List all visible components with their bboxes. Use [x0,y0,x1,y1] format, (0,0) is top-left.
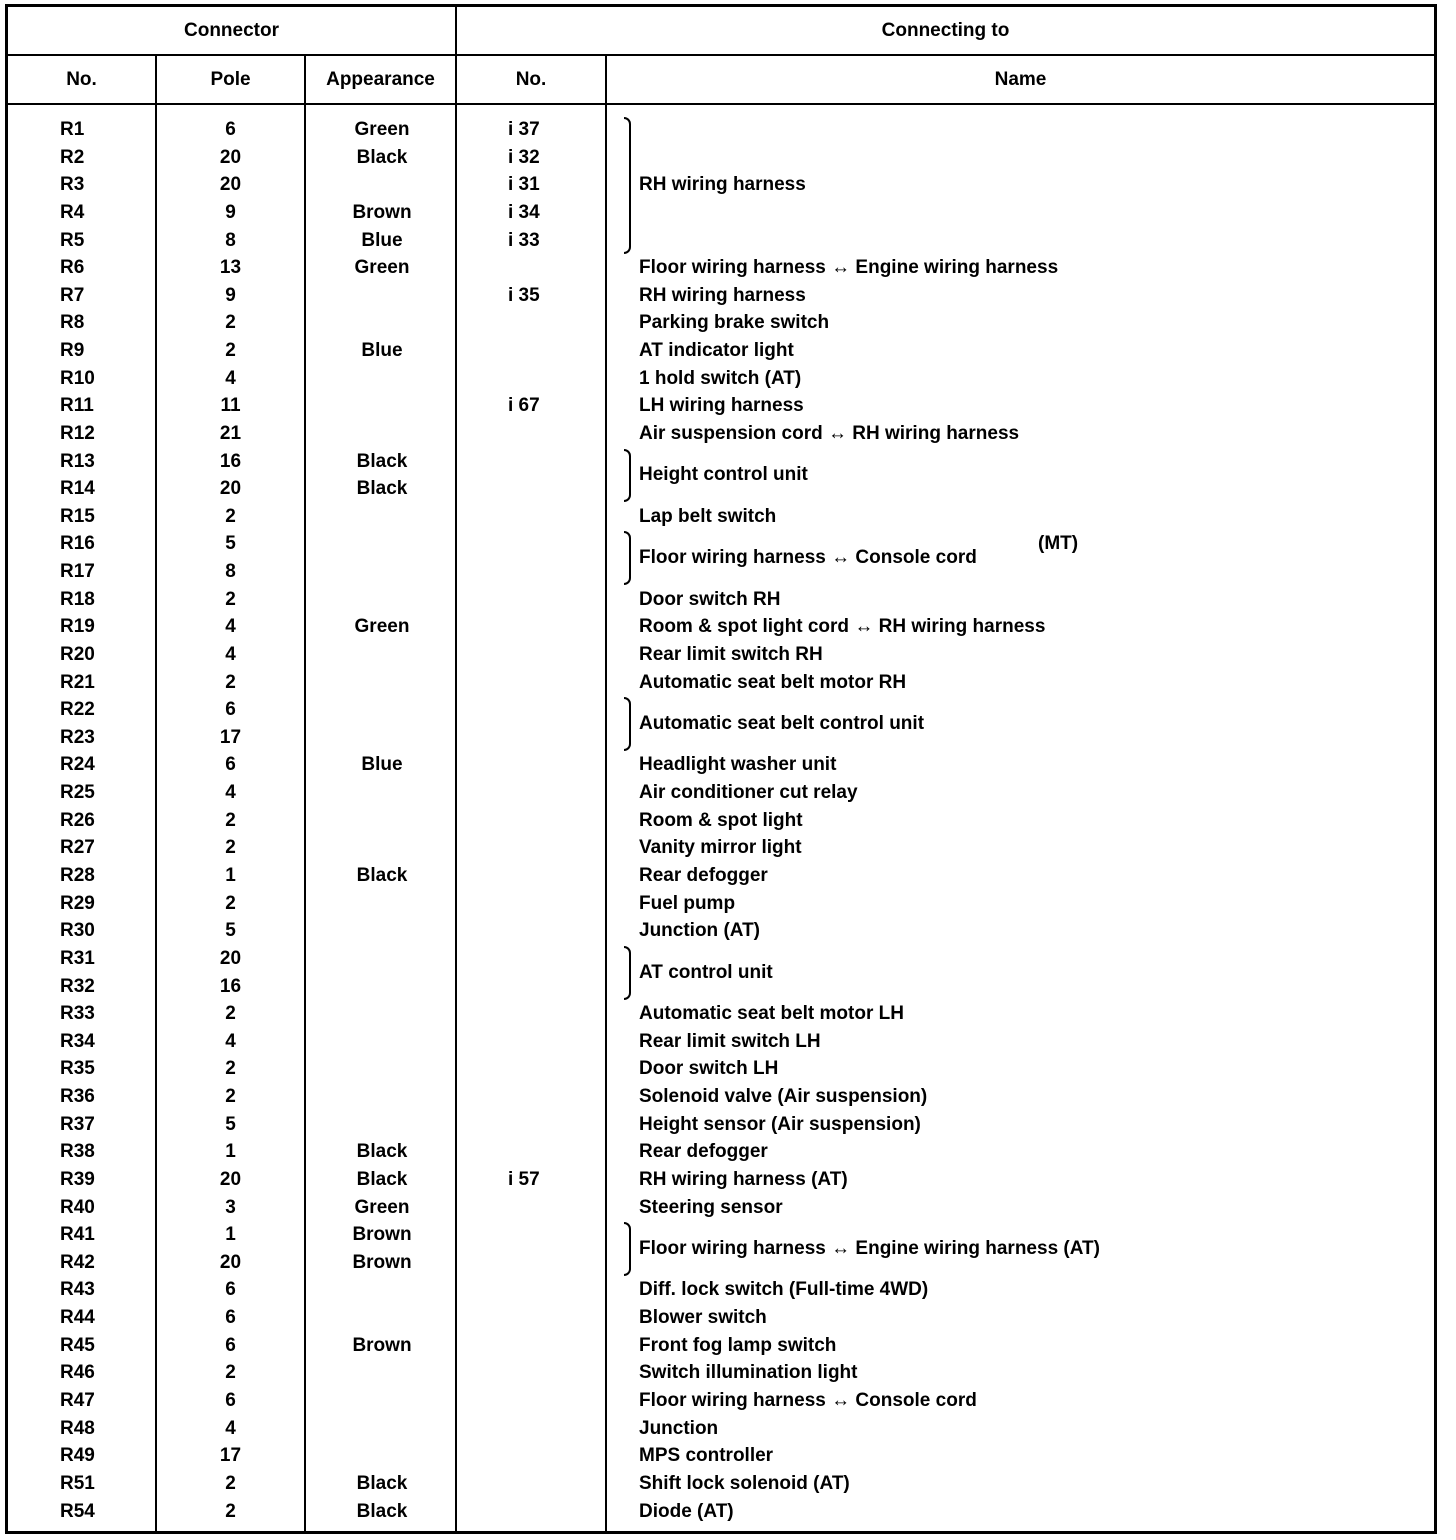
appearance: Black [356,865,408,886]
group-brace [624,697,631,751]
connector-no: R5 [60,229,85,251]
connector-no: R34 [60,1030,95,1052]
pole-count: 6 [225,1279,236,1301]
header-pole: Pole [210,69,251,90]
connector-no: R41 [60,1224,95,1246]
appearance: Brown [352,1251,412,1273]
appearance: Blue [361,229,403,251]
connecting-name: Diode (AT) [639,1500,734,1522]
connecting-name: Automatic seat belt motor LH [639,1003,904,1025]
pole-count: 8 [225,229,236,251]
pole-count: 6 [225,1334,236,1356]
pole-count: 2 [225,809,236,831]
connecting-name: Air suspension cord ↔ RH wiring harness [639,422,1020,444]
connector-no: R12 [60,422,95,444]
pole-count: 6 [225,1389,236,1411]
pole-count: 16 [219,975,242,997]
connecting-name: RH wiring harness [639,284,806,306]
group-note: (MT) [1038,533,1079,555]
connecting-name: Rear limit switch RH [639,643,823,665]
group-brace [624,1222,631,1276]
connector-no: R25 [60,782,95,804]
connecting-name: MPS controller [639,1445,774,1467]
appearance: Green [354,616,410,638]
pole-count: 9 [225,284,236,306]
group-brace [624,117,631,254]
pole-count: 2 [225,1362,236,1384]
connector-no: R7 [60,284,85,306]
group-name: Floor wiring harness ↔ Console cord [639,547,977,569]
connecting-name: Junction (AT) [639,920,761,942]
pole-count: 5 [225,920,236,942]
connector-no: R3 [60,174,85,196]
connecting-name: Height sensor (Air suspension) [639,1113,921,1135]
pole-count: 2 [225,1500,236,1522]
connecting-name: Diff. lock switch (Full-time 4WD) [639,1279,929,1301]
connecting-name: Rear defogger [639,1141,768,1163]
connector-no: R10 [60,367,95,389]
group-name: Floor wiring harness ↔ Engine wiring harness (AT) [639,1238,1100,1259]
connector-no: R38 [60,1141,95,1163]
pole-count: 17 [219,726,242,748]
connector-no: R42 [60,1251,95,1273]
connecting-name: Door switch LH [639,1058,779,1080]
pole-count: 16 [219,450,242,472]
group-name: AT control unit [639,961,773,983]
connector-no: R51 [60,1472,95,1494]
connector-no: R14 [60,478,95,500]
connecting-name: Headlight washer unit [639,754,837,776]
connector-no: R9 [60,340,85,362]
connector-no: R35 [60,1058,95,1080]
connecting-name: RH wiring harness (AT) [639,1168,848,1190]
connecting-name: Solenoid valve (Air suspension) [639,1086,928,1108]
connecting-name: LH wiring harness [639,395,804,417]
pole-count: 1 [225,865,236,886]
header-divider [8,54,1434,56]
pole-count: 4 [225,1030,236,1052]
appearance: Black [356,1141,408,1163]
connecting-no: i 35 [508,284,540,306]
connector-no: R23 [60,726,95,748]
pole-count: 4 [225,782,236,804]
pole-count: 2 [225,671,236,693]
appearance: Black [356,478,408,500]
connector-no: R49 [60,1445,95,1467]
connector-no: R32 [60,975,95,997]
connector-no: R29 [60,892,95,914]
connecting-name: Fuel pump [639,892,736,914]
pole-count: 2 [225,892,236,914]
pole-count: 1 [225,1141,236,1163]
connector-no: R13 [60,450,95,472]
group-name: Height control unit [639,464,808,486]
connector-no: R48 [60,1417,95,1439]
appearance: Black [356,146,408,168]
header-connecting-no: No. [515,69,547,90]
connector-no: R21 [60,671,95,693]
connector-no: R6 [60,257,85,279]
connector-no: R15 [60,505,95,527]
connecting-name: Parking brake switch [639,312,830,334]
connecting-name: Front fog lamp switch [639,1334,837,1356]
pole-count: 2 [225,1086,236,1108]
pole-count: 21 [219,422,242,444]
pole-count: 5 [225,1113,236,1135]
connecting-name: Room & spot light [639,809,803,831]
pole-count: 17 [219,1445,242,1467]
connecting-name: Junction [639,1417,719,1439]
pole-count: 2 [225,312,236,334]
connecting-name: Lap belt switch [639,505,777,527]
connecting-name: Vanity mirror light [639,837,802,859]
appearance: Black [356,1472,408,1494]
connecting-no: i 34 [508,201,540,223]
pole-count: 1 [225,1224,236,1246]
connecting-name: Steering sensor [639,1196,783,1218]
connecting-name: Switch illumination light [639,1362,858,1384]
header-connecting-to: Connecting to [881,20,1010,41]
connecting-name: Rear limit switch LH [639,1030,821,1052]
appearance: Green [354,119,410,140]
pole-count: 9 [225,201,236,223]
connector-no: R45 [60,1334,95,1356]
connector-table [5,4,1437,1534]
connector-no: R16 [60,533,95,555]
group-name: Automatic seat belt control unit [639,713,925,735]
pole-count: 20 [219,146,242,168]
appearance: Green [354,257,410,279]
connector-no: R17 [60,561,95,583]
connector-no: R8 [60,312,85,334]
connector-no: R11 [60,395,94,417]
pole-count: 13 [219,257,242,279]
column-divider-pole [304,54,306,1531]
pole-count: 2 [225,1472,236,1494]
connecting-name: Shift lock solenoid (AT) [639,1472,850,1494]
pole-count: 11 [220,395,241,417]
group-name: RH wiring harness [639,174,806,196]
connector-no: R31 [60,947,95,969]
header-connector: Connector [184,20,279,41]
connector-no: R18 [60,588,95,610]
pole-count: 20 [219,174,242,196]
header-no: No. [66,69,97,90]
connecting-name: Air conditioner cut relay [639,782,858,804]
connector-no: R54 [60,1500,95,1522]
connector-no: R43 [60,1279,95,1301]
connector-no: R1 [60,119,85,140]
appearance: Brown [352,1334,412,1356]
appearance: Blue [361,340,403,362]
connector-no: R46 [60,1362,95,1384]
pole-count: 2 [225,1058,236,1080]
connecting-name: Room & spot light cord ↔ RH wiring harness [639,616,1046,638]
connector-no: R30 [60,920,95,942]
connector-no: R26 [60,809,95,831]
connecting-name: Floor wiring harness ↔ Engine wiring harness [639,257,1059,279]
connector-no: R44 [60,1307,95,1329]
appearance: Blue [361,754,403,776]
appearance: Black [356,450,408,472]
pole-count: 20 [219,947,242,969]
header-bottom-rule [8,103,1434,105]
connector-no: R22 [60,699,95,721]
connector-no: R28 [60,865,95,886]
connecting-no: i 32 [508,146,540,168]
connecting-name: Blower switch [639,1307,767,1329]
connecting-no: i 67 [508,395,540,417]
pole-count: 5 [225,533,236,555]
connector-no: R36 [60,1086,95,1108]
connecting-name: Door switch RH [639,588,781,610]
appearance: Black [356,1500,408,1522]
connecting-no: i 33 [508,229,540,251]
pole-count: 2 [225,505,236,527]
connector-no: R24 [60,754,95,776]
appearance: Brown [352,1224,412,1246]
appearance: Black [356,1168,408,1190]
pole-count: 6 [225,699,236,721]
appearance: Green [354,1196,410,1218]
group-brace [624,946,631,1000]
pole-count: 6 [225,119,236,140]
pole-count: 2 [225,340,236,362]
connecting-name: Rear defogger [639,865,768,886]
pole-count: 2 [225,837,236,859]
connector-no: R37 [60,1113,95,1135]
connecting-name: Floor wiring harness ↔ Console cord [639,1389,977,1411]
pole-count: 4 [225,643,236,665]
pole-count: 6 [225,1307,236,1329]
group-brace [624,449,631,503]
connector-no: R39 [60,1168,95,1190]
connector-no: R27 [60,837,95,859]
header-name: Name [994,69,1047,90]
appearance: Brown [352,201,412,223]
pole-count: 2 [225,1003,236,1025]
connecting-name: AT indicator light [639,340,794,362]
connector-no: R19 [60,616,95,638]
header-appearance: Appearance [326,69,435,90]
pole-count: 20 [219,1168,242,1190]
connector-no: R4 [60,201,85,223]
connector-no: R2 [60,146,85,168]
pole-count: 20 [219,478,242,500]
connecting-name: 1 hold switch (AT) [639,367,802,389]
pole-count: 2 [225,588,236,610]
connector-no: R33 [60,1003,95,1025]
pole-count: 8 [225,561,236,583]
pole-count: 4 [225,1417,236,1439]
connector-no: R47 [60,1389,95,1411]
connecting-no: i 57 [508,1168,540,1190]
connector-no: R40 [60,1196,95,1218]
group-brace [624,531,631,585]
column-divider-no [155,54,157,1531]
connecting-no: i 31 [508,174,540,196]
connector-no: R20 [60,643,95,665]
pole-count: 4 [225,616,236,638]
connecting-no: i 37 [508,119,540,140]
pole-count: 3 [225,1196,236,1218]
pole-count: 4 [225,367,236,389]
connecting-name: Automatic seat belt motor RH [639,671,907,693]
pole-count: 6 [225,754,236,776]
pole-count: 20 [219,1251,242,1273]
column-divider-cno [605,54,607,1531]
